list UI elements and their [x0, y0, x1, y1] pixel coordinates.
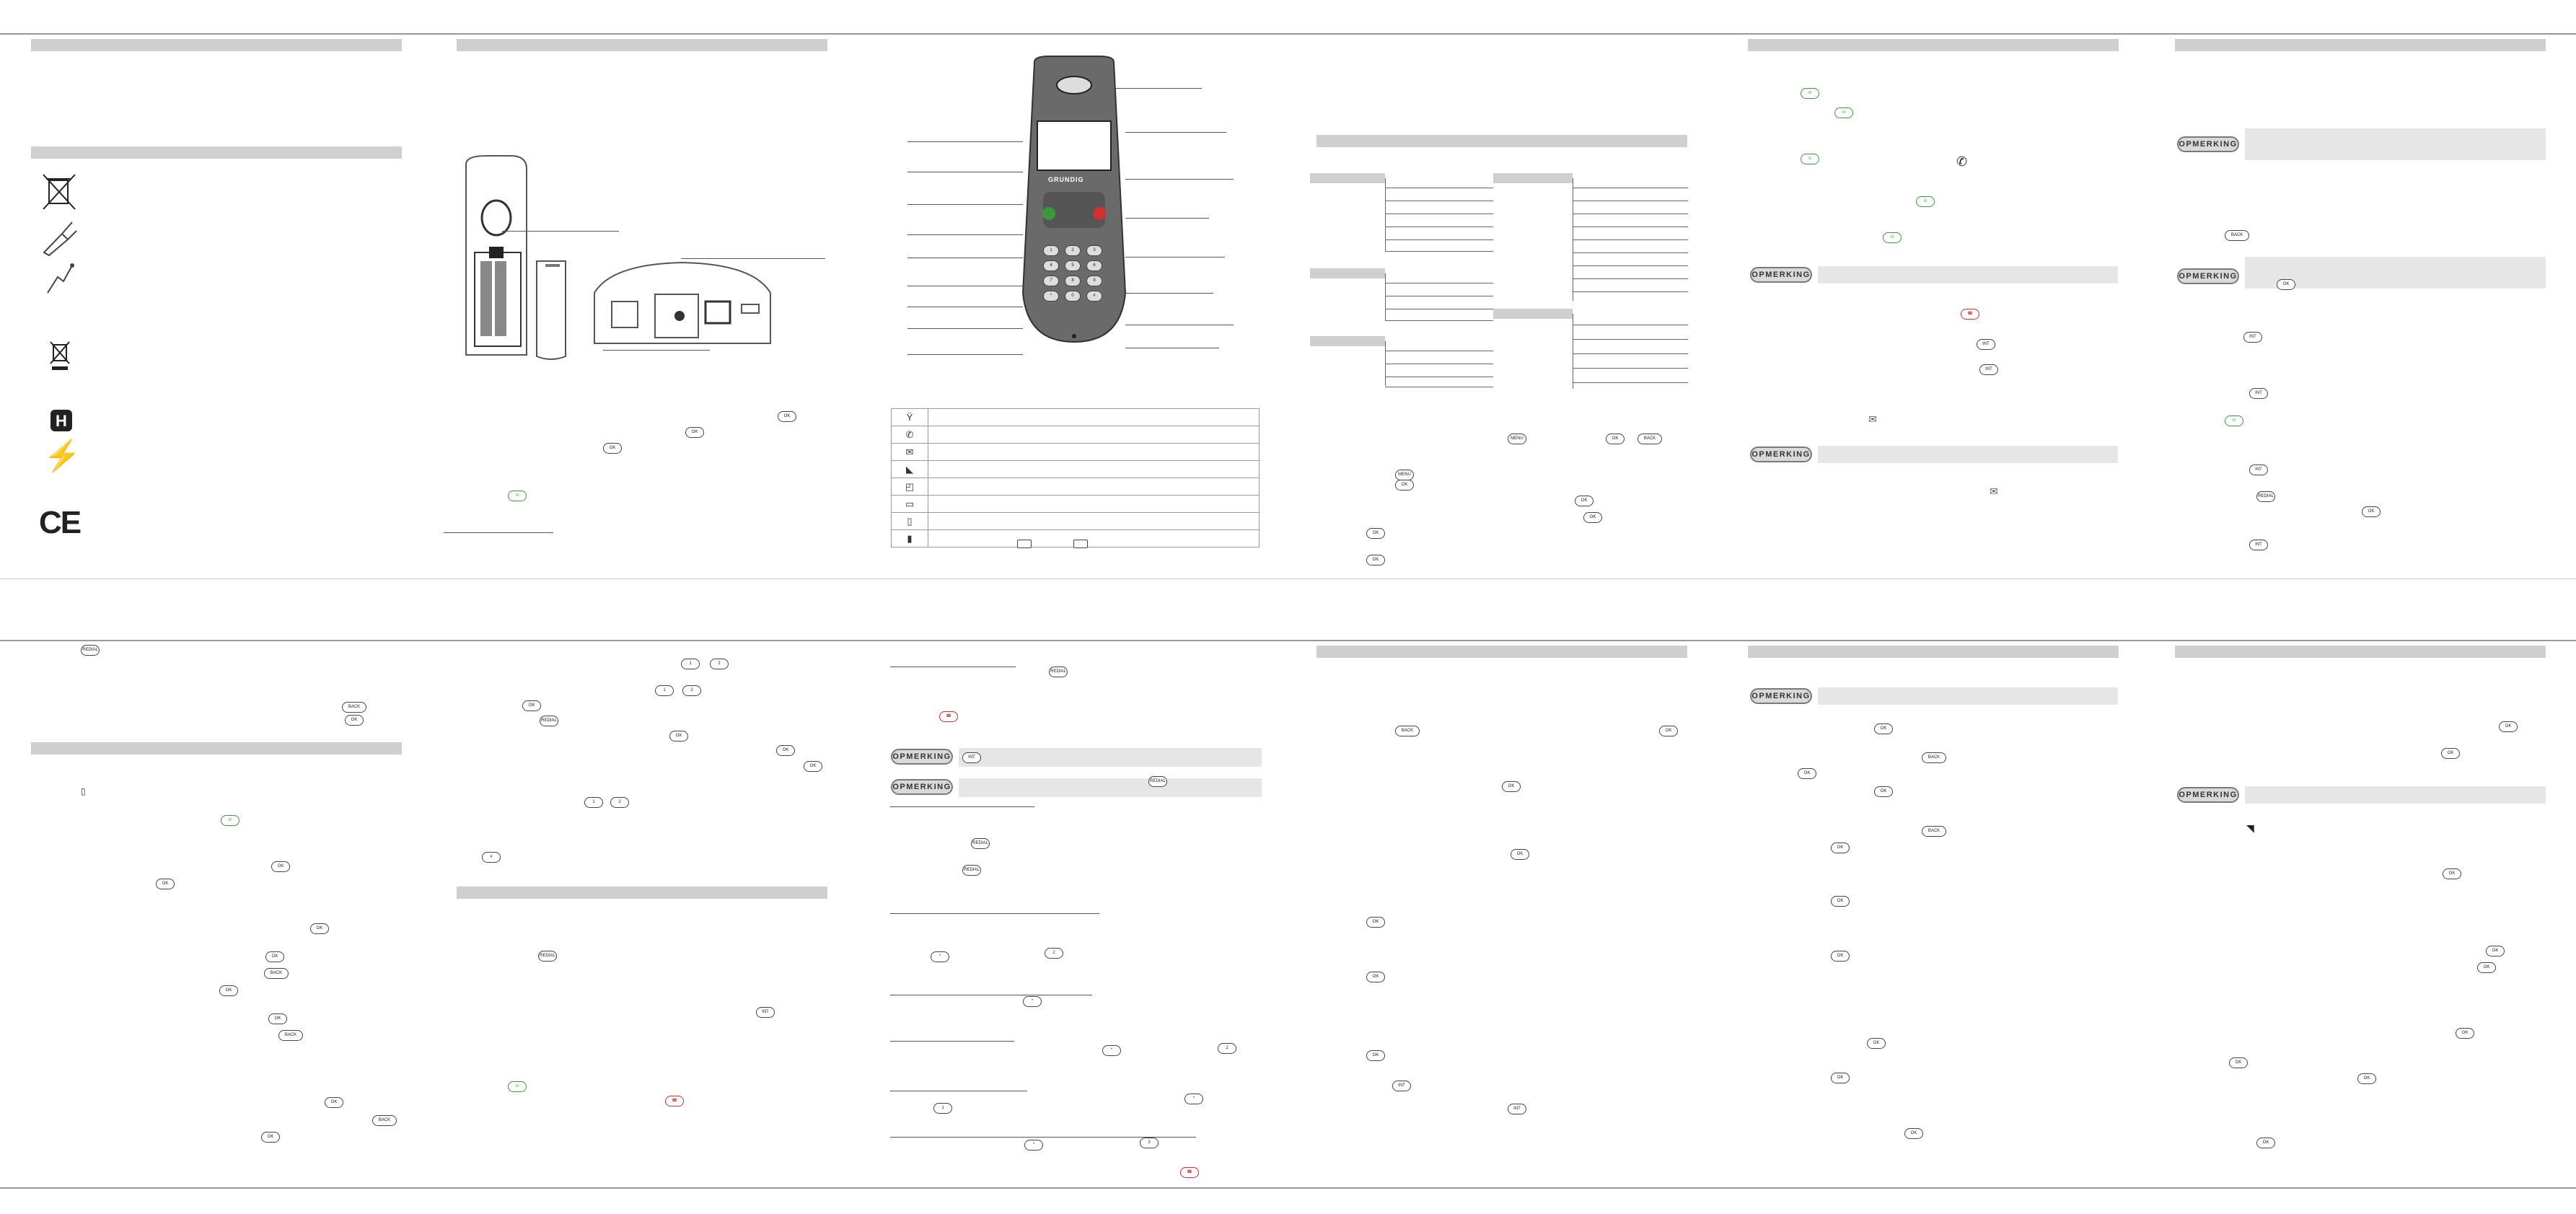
key-two: 2 [610, 797, 629, 808]
ok-key: OK [268, 1013, 287, 1024]
ok-key: OK [1511, 849, 1529, 860]
note-tag: OPMERKING [1750, 688, 1812, 704]
back-key: BACK [1638, 434, 1662, 444]
talk-key: ☏ [508, 1081, 527, 1092]
ok-key: OK [1366, 555, 1385, 566]
ringing-icon: ◥ [2246, 822, 2254, 834]
end-key: ☎ [939, 711, 958, 722]
note-box [959, 778, 1262, 797]
hearing-aid-icon [49, 408, 74, 433]
section-rule [890, 913, 1099, 914]
ok-key: OK [1831, 1073, 1850, 1083]
note-tag: OPMERKING [1750, 447, 1812, 462]
key-one: 1 [655, 685, 674, 696]
key-two: 2 [1218, 1043, 1236, 1054]
redial-key: REDIAL [962, 865, 981, 876]
ok-key: OK [2456, 1028, 2474, 1039]
note-tag: OPMERKING [2177, 136, 2239, 152]
callout-line [907, 328, 1023, 329]
key-digit: 2 [1065, 245, 1081, 256]
end-key: ☎ [1961, 309, 1979, 320]
ok-key: OK [2362, 506, 2381, 517]
crossed-bin-icon [42, 172, 78, 212]
key-two: 2 [682, 685, 701, 696]
section-bar [457, 887, 827, 899]
envelope-icon: ✉ [1868, 413, 1877, 425]
talk-key: ☏ [2225, 415, 2243, 426]
table-row [892, 426, 1260, 444]
handset-icon: ✆ [892, 426, 928, 444]
note-box [959, 748, 1262, 767]
section-bar [2175, 646, 2546, 658]
ok-key: OK [1659, 726, 1678, 736]
redial-key: REDIAL [2256, 491, 2275, 502]
svg-text:H: H [56, 412, 67, 430]
antenna-icon: Ÿ [892, 409, 928, 426]
table-row [892, 409, 1260, 426]
ce-mark: CE [39, 505, 81, 540]
section-bar [2175, 39, 2546, 51]
int-key: INT [2249, 465, 2268, 475]
key-digit: 6 [1086, 260, 1102, 271]
callout-line [1115, 88, 1202, 89]
talk-key: ☏ [1801, 88, 1819, 99]
talk-key: ☏ [1801, 154, 1819, 164]
ok-key: OK [1798, 768, 1816, 779]
ok-key: OK [1874, 786, 1893, 797]
key-digit: 1 [1043, 245, 1059, 256]
key-digit: 0 [1065, 291, 1081, 302]
answering-icon: ▭ [892, 496, 928, 513]
int-key: INT [1979, 364, 1998, 375]
ok-key: OK [778, 411, 796, 422]
back-key: BACK [342, 702, 366, 713]
weee-bin-icon [49, 340, 71, 372]
table-row [892, 496, 1260, 513]
callout-line [907, 204, 1023, 205]
phone-brand: GRUNDIG [1048, 176, 1084, 183]
section-bar [31, 742, 402, 755]
section-bar [1748, 646, 2119, 658]
key-digit: 5 [1065, 260, 1081, 271]
ok-key: OK [265, 951, 284, 962]
note-tag: OPMERKING [1750, 267, 1812, 283]
ok-key: OK [219, 985, 238, 996]
talk-key: ☏ [221, 815, 239, 826]
ringer-off-icon: ◣ [892, 461, 928, 478]
int-key: INT [1508, 1104, 1526, 1114]
star-key: * [931, 951, 949, 962]
keypad [1043, 245, 1102, 302]
ok-key: OK [1867, 1038, 1886, 1049]
back-key: BACK [1922, 826, 1946, 837]
callout-line [1125, 179, 1234, 180]
handset-icon: ✆ [1956, 154, 1968, 169]
ok-key: OK [1366, 1050, 1385, 1061]
envelope-icon: ✉ [1990, 485, 1998, 497]
ok-key: OK [1575, 496, 1593, 506]
ok-key: OK [1366, 528, 1385, 539]
int-key: INT [2243, 332, 2262, 343]
back-key: BACK [372, 1115, 397, 1126]
back-key: BACK [278, 1030, 303, 1041]
wire-icon [42, 261, 78, 294]
key-one: 1 [933, 1103, 952, 1114]
ok-key: OK [804, 761, 822, 772]
key-digit: # [1086, 291, 1102, 302]
end-key: ☎ [1180, 1167, 1199, 1178]
ok-key: OK [2277, 279, 2295, 290]
ok-key: OK [522, 700, 541, 711]
note-tag: OPMERKING [891, 749, 953, 765]
star-key: * [1024, 1140, 1043, 1151]
redial-key: REDIAL [971, 838, 990, 849]
key-digit: * [1043, 291, 1059, 302]
ok-key: OK [2499, 721, 2518, 732]
redial-key: REDIAL [1148, 776, 1167, 787]
callout-line [1125, 257, 1225, 258]
ok-key: OK [1831, 896, 1850, 907]
battery-icon: ▮ [892, 530, 928, 547]
table-row [892, 513, 1260, 530]
key-digit: 4 [1043, 260, 1059, 271]
ok-key: OK [2443, 868, 2461, 879]
section-rule [890, 1041, 1014, 1042]
middle-rule-b [0, 640, 2576, 641]
ok-key: OK [271, 861, 290, 872]
ok-key: OK [1831, 843, 1850, 853]
int-key: INT [1977, 339, 1995, 350]
talk-key: ☏ [1883, 232, 1902, 243]
base-station-drawing [590, 250, 775, 353]
section-bar [1316, 646, 1687, 658]
ok-key: OK [776, 745, 795, 756]
ok-key: OK [156, 879, 175, 889]
ok-key: OK [1874, 723, 1893, 734]
section-bar [1748, 39, 2119, 51]
talk-key: ☏ [508, 491, 527, 501]
callout-line [1125, 218, 1209, 219]
section-bar [1316, 135, 1687, 147]
phonebook-icon: ▯ [892, 513, 928, 530]
callout-line [907, 234, 1023, 235]
ok-key: OK [2441, 748, 2460, 759]
ok-key: OK [2256, 1138, 2275, 1148]
talk-key: ☏ [1834, 107, 1853, 118]
int-key: INT [2249, 388, 2268, 399]
callout-line [681, 258, 825, 259]
star-key: * [1102, 1045, 1121, 1056]
key-one: 1 [584, 797, 603, 808]
ok-key: OK [1395, 480, 1414, 491]
lightning-icon: ⚡ [43, 439, 82, 472]
end-key: ☎ [665, 1096, 684, 1107]
callout-line [907, 141, 1023, 142]
int-key: INT [962, 752, 981, 763]
ok-key: OK [669, 731, 688, 742]
table-row [892, 444, 1260, 461]
battery-indicator-icon [1017, 540, 1032, 548]
ok-key: OK [2357, 1073, 2376, 1084]
menu-key: MENU [1395, 470, 1414, 480]
int-key: INT [2249, 540, 2268, 550]
talk-key: ☏ [1916, 196, 1935, 207]
key-one: 1 [681, 659, 700, 669]
ok-key: OK [1366, 917, 1385, 928]
ok-key: OK [1606, 434, 1625, 444]
bottom-rule [0, 1187, 2576, 1189]
note-box [1818, 446, 2118, 463]
star-key: * [1023, 996, 1042, 1007]
ok-key: OK [2477, 962, 2496, 973]
star-key: * [1184, 1094, 1203, 1104]
key-digit: 3 [1086, 245, 1102, 256]
top-rule [0, 33, 2576, 35]
redial-key: REDIAL [81, 645, 100, 656]
ok-key: OK [2229, 1057, 2248, 1068]
ok-key: OK [325, 1097, 343, 1108]
ok-key: OK [1502, 781, 1521, 792]
ok-key: OK [1583, 512, 1602, 523]
note-tag: OPMERKING [891, 779, 953, 795]
back-key: BACK [1395, 726, 1420, 736]
key-two: 2 [710, 659, 729, 669]
callout-line [603, 350, 710, 351]
ok-key: OK [685, 427, 704, 438]
ok-key: OK [345, 715, 364, 726]
section-rule [890, 806, 1034, 807]
key-three: 3 [1140, 1138, 1159, 1148]
ok-key: OK [1831, 951, 1850, 962]
section-bar [31, 146, 402, 159]
phonebook-icon: ▯ [81, 786, 86, 796]
key-digit: 8 [1065, 276, 1081, 286]
back-key: BACK [264, 968, 289, 979]
alarm-icon: ◰ [892, 478, 928, 496]
handset-battery-drawing [457, 153, 602, 362]
int-key: INT [756, 1007, 775, 1018]
callout-line [1125, 132, 1226, 133]
note-tag: OPMERKING [2177, 787, 2239, 803]
note-box [2245, 786, 2546, 804]
key-two: 2 [1045, 948, 1063, 959]
battery-indicator-icon [1073, 540, 1088, 548]
key-digit: 9 [1086, 276, 1102, 286]
ok-key: OK [2486, 946, 2505, 956]
callout-line [907, 354, 1023, 355]
table-row [892, 461, 1260, 478]
redial-key: REDIAL [1049, 667, 1068, 677]
callout-line [502, 231, 619, 232]
note-box [2245, 128, 2546, 160]
envelope-icon: ✉ [892, 444, 928, 461]
display-icons-table [891, 408, 1260, 547]
section-bar [31, 39, 402, 51]
ok-key: OK [1366, 972, 1385, 982]
menu-key: MENU [1508, 434, 1526, 444]
hash-key: # [482, 852, 501, 863]
footnote-rule [444, 532, 553, 533]
redial-key: REDIAL [540, 716, 558, 726]
int-key: INT [1392, 1081, 1411, 1091]
plug-icon [40, 218, 79, 257]
back-key: BACK [2225, 230, 2249, 241]
ok-key: OK [261, 1132, 280, 1143]
section-bar [457, 39, 827, 51]
redial-key: REDIAL [538, 951, 557, 962]
note-box [1818, 687, 2118, 705]
ok-key: OK [603, 443, 622, 454]
note-tag: OPMERKING [2177, 268, 2239, 284]
note-box [1818, 266, 2118, 283]
ok-key: OK [1904, 1128, 1923, 1139]
ok-key: OK [310, 923, 329, 934]
table-row [892, 478, 1260, 496]
back-key: BACK [1922, 752, 1946, 763]
callout-line [1125, 293, 1213, 294]
key-digit: 7 [1043, 276, 1059, 286]
